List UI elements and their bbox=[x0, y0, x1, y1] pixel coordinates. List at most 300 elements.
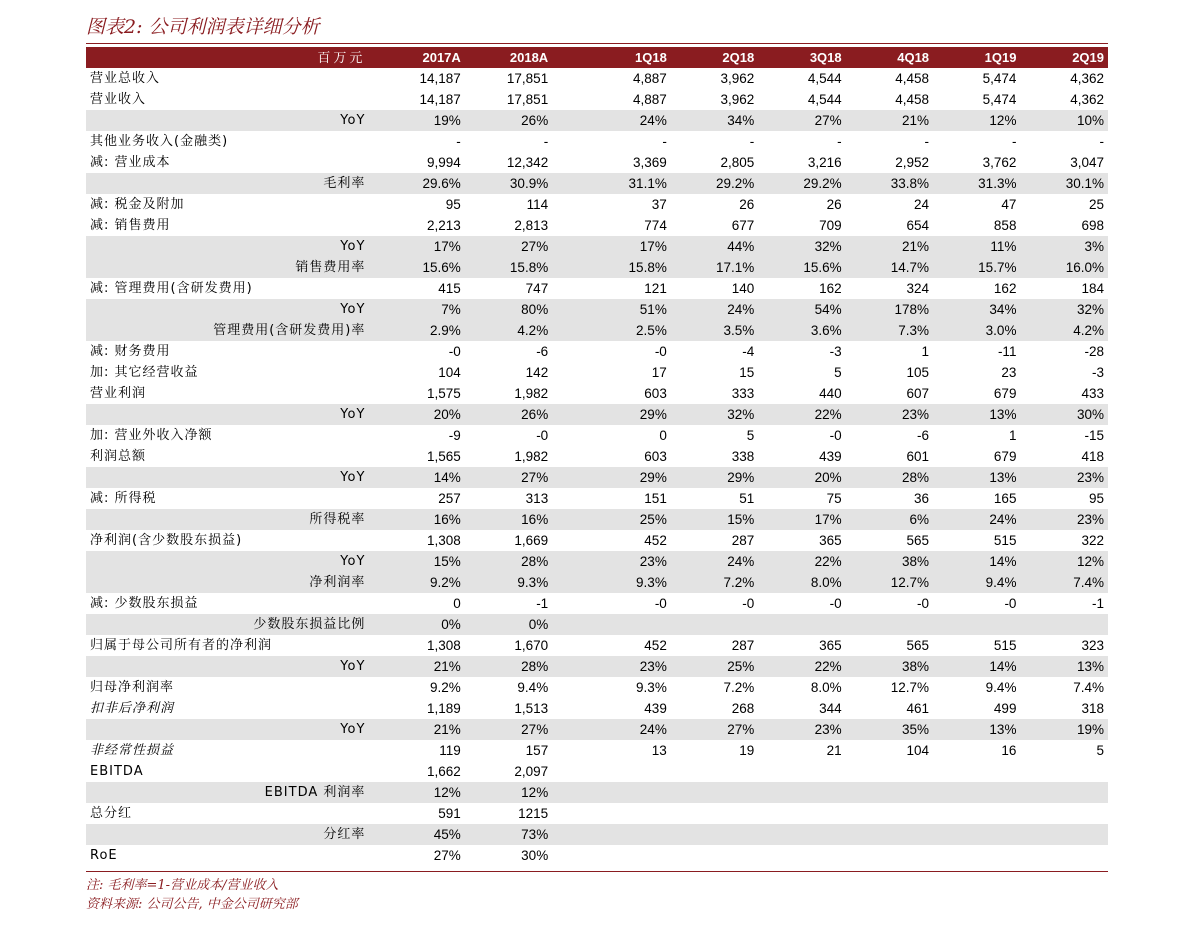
annual-value-cell: 17,851 bbox=[506, 71, 549, 86]
spacer-cell bbox=[552, 677, 583, 698]
spacer-cell bbox=[552, 593, 583, 614]
table-row bbox=[86, 488, 1108, 509]
spacer-cell bbox=[552, 530, 583, 551]
quarter-value-cell: 51% bbox=[583, 299, 670, 320]
table-row bbox=[86, 446, 1108, 467]
quarter-value-cell: 452 bbox=[644, 533, 667, 548]
quarter-value-cell: 3,216 bbox=[807, 155, 842, 170]
quarter-value-cell bbox=[933, 761, 1020, 782]
quarter-value-cell: 25% bbox=[583, 509, 670, 530]
quarter-value-cell: 17.1% bbox=[671, 257, 758, 278]
spacer-cell bbox=[552, 761, 583, 782]
quarter-value-cell: 29% bbox=[671, 467, 758, 488]
quarter-value-cell: 11% bbox=[933, 236, 1020, 257]
spacer-cell bbox=[552, 152, 583, 173]
spacer-cell bbox=[552, 362, 583, 383]
annual-value-cell: 9.3% bbox=[465, 572, 552, 593]
row-label: 毛利率 bbox=[86, 173, 377, 194]
annual-value-cell: 9.2% bbox=[430, 680, 461, 695]
quarter-value-cell: 15.6% bbox=[758, 257, 845, 278]
quarter-header: 2Q18 bbox=[722, 50, 755, 65]
table-row bbox=[86, 467, 1108, 488]
row-label: 减: 财务费用 bbox=[90, 344, 171, 359]
quarter-value-cell: 23% bbox=[846, 404, 933, 425]
quarter-value-cell: 25% bbox=[671, 656, 758, 677]
row-label: YoY bbox=[86, 656, 377, 677]
table-header-row bbox=[86, 47, 1108, 68]
annual-value-cell: 21% bbox=[377, 656, 464, 677]
quarter-value-cell bbox=[846, 782, 933, 803]
table-row bbox=[86, 194, 1108, 215]
annual-value-cell: 80% bbox=[465, 299, 552, 320]
quarter-value-cell: 5,474 bbox=[982, 92, 1017, 107]
quarter-value-cell: 452 bbox=[644, 638, 667, 653]
row-label: 管理费用(含研发费用)率 bbox=[86, 320, 377, 341]
annual-value-cell: 0% bbox=[465, 614, 552, 635]
quarter-value-cell: 3,369 bbox=[633, 155, 667, 170]
table-row bbox=[86, 635, 1108, 656]
table-row bbox=[86, 383, 1108, 404]
table-row bbox=[86, 719, 1108, 740]
quarter-value-cell: 7.2% bbox=[671, 572, 758, 593]
footnote-formula: 注: 毛利率=1-营业成本/营业收入 bbox=[86, 878, 279, 893]
quarter-value-cell: 23% bbox=[583, 551, 670, 572]
annual-value-cell: 2,213 bbox=[427, 218, 461, 233]
quarter-value-cell: 35% bbox=[846, 719, 933, 740]
row-label: 净利润(含少数股东损益) bbox=[90, 533, 243, 548]
quarter-value-cell: 51 bbox=[739, 491, 755, 506]
quarter-value-cell: 5 bbox=[746, 428, 755, 443]
annual-value-cell: 12% bbox=[465, 782, 552, 803]
quarter-value-cell bbox=[933, 845, 1020, 866]
quarter-value-cell bbox=[671, 803, 758, 824]
quarter-value-cell: 104 bbox=[906, 743, 930, 758]
annual-value-cell: 9.4% bbox=[517, 680, 549, 695]
row-label: 减: 少数股东损益 bbox=[90, 596, 199, 611]
row-label: 归属于母公司所有者的净利润 bbox=[90, 638, 273, 653]
spacer-cell bbox=[552, 719, 583, 740]
annual-value-cell: 114 bbox=[526, 197, 549, 212]
annual-value-cell: 95 bbox=[445, 197, 461, 212]
quarter-value-cell bbox=[846, 824, 933, 845]
quarter-value-cell: 10% bbox=[1020, 110, 1108, 131]
table-row bbox=[86, 152, 1108, 173]
quarter-value-cell: 19% bbox=[1020, 719, 1108, 740]
quarter-value-cell: 22% bbox=[758, 404, 845, 425]
quarter-value-cell: 318 bbox=[1081, 701, 1104, 716]
quarter-value-cell: 679 bbox=[993, 449, 1017, 464]
annual-value-cell: 1,575 bbox=[427, 386, 461, 401]
row-label: YoY bbox=[86, 404, 377, 425]
quarter-value-cell: 162 bbox=[993, 281, 1017, 296]
annual-value-cell: 29.6% bbox=[377, 173, 464, 194]
quarter-value-cell: 9.3% bbox=[636, 680, 667, 695]
quarter-value-cell: 7.4% bbox=[1073, 680, 1104, 695]
quarter-value-cell: 54% bbox=[758, 299, 845, 320]
annual-value-cell: 14% bbox=[377, 467, 464, 488]
quarter-header: 4Q18 bbox=[897, 50, 930, 65]
row-label: EBITDA bbox=[90, 764, 144, 779]
annual-value-cell: - bbox=[543, 134, 549, 149]
table-row bbox=[86, 320, 1108, 341]
quarter-value-cell: 12% bbox=[933, 110, 1020, 131]
annual-value-cell: 19% bbox=[377, 110, 464, 131]
quarter-value-cell: 439 bbox=[819, 449, 842, 464]
quarter-value-cell: 16.0% bbox=[1020, 257, 1108, 278]
spacer-cell bbox=[552, 509, 583, 530]
quarter-value-cell: 3% bbox=[1020, 236, 1108, 257]
quarter-value-cell: 433 bbox=[1081, 386, 1104, 401]
quarter-value-cell: 9.4% bbox=[985, 680, 1017, 695]
quarter-value-cell: 677 bbox=[731, 218, 755, 233]
quarter-value-cell: 12.7% bbox=[846, 572, 933, 593]
quarter-value-cell: 162 bbox=[819, 281, 842, 296]
quarter-value-cell: 32% bbox=[758, 236, 845, 257]
quarter-value-cell bbox=[758, 845, 845, 866]
quarter-value-cell: 14% bbox=[933, 656, 1020, 677]
quarter-value-cell: 24% bbox=[671, 299, 758, 320]
quarter-value-cell: 23% bbox=[1020, 467, 1108, 488]
quarter-value-cell: 33.8% bbox=[846, 173, 933, 194]
row-label: 净利润率 bbox=[86, 572, 377, 593]
quarter-value-cell bbox=[933, 782, 1020, 803]
quarter-value-cell: 17% bbox=[583, 236, 670, 257]
quarter-value-cell: 333 bbox=[731, 386, 755, 401]
table-row bbox=[86, 614, 1108, 635]
table-row bbox=[86, 362, 1108, 383]
quarter-header: 1Q18 bbox=[635, 50, 667, 65]
quarter-value-cell: 19 bbox=[739, 743, 755, 758]
row-label: YoY bbox=[86, 467, 377, 488]
quarter-value-cell: 95 bbox=[1088, 491, 1104, 506]
quarter-value-cell: 22% bbox=[758, 656, 845, 677]
quarter-value-cell: 15 bbox=[739, 365, 755, 380]
annual-value-cell: 20% bbox=[377, 404, 464, 425]
quarter-value-cell: 4,458 bbox=[895, 71, 930, 86]
annual-value-cell: 1,513 bbox=[514, 701, 549, 716]
row-label: 销售费用率 bbox=[86, 257, 377, 278]
quarter-value-cell: 5 bbox=[1096, 743, 1104, 758]
quarter-value-cell: 774 bbox=[644, 218, 667, 233]
quarter-value-cell: 15% bbox=[671, 509, 758, 530]
quarter-value-cell: -0 bbox=[829, 596, 842, 611]
footnote-source: 资料来源: 公司公告, 中金公司研究部 bbox=[86, 897, 298, 912]
quarter-value-cell bbox=[933, 803, 1020, 824]
quarter-value-cell: 5 bbox=[834, 365, 842, 380]
annual-value-cell: 26% bbox=[465, 404, 552, 425]
spacer-cell bbox=[552, 110, 583, 131]
quarter-value-cell: 44% bbox=[671, 236, 758, 257]
quarter-value-cell bbox=[1020, 782, 1108, 803]
row-label: 扣非后净利润 bbox=[90, 701, 175, 716]
quarter-value-cell: 121 bbox=[644, 281, 667, 296]
quarter-value-cell: 16 bbox=[1001, 743, 1017, 758]
quarter-value-cell bbox=[583, 761, 670, 782]
annual-value-cell: 9.2% bbox=[377, 572, 464, 593]
quarter-value-cell: 24 bbox=[914, 197, 930, 212]
quarter-value-cell: - bbox=[749, 134, 755, 149]
quarter-value-cell: 24% bbox=[583, 719, 670, 740]
quarter-value-cell: 4,458 bbox=[895, 92, 930, 107]
row-label: 少数股东损益比例 bbox=[86, 614, 377, 635]
quarter-value-cell: 151 bbox=[644, 491, 667, 506]
quarter-value-cell: 6% bbox=[846, 509, 933, 530]
spacer-cell bbox=[552, 278, 583, 299]
quarter-value-cell: 3.0% bbox=[933, 320, 1020, 341]
row-label: 减: 管理费用(含研发费用) bbox=[90, 281, 253, 296]
quarter-value-cell: 15.8% bbox=[583, 257, 670, 278]
quarter-value-cell: 15.7% bbox=[933, 257, 1020, 278]
quarter-value-cell: 4,362 bbox=[1070, 71, 1104, 86]
quarter-value-cell: 13% bbox=[933, 719, 1020, 740]
quarter-value-cell: -0 bbox=[1004, 596, 1017, 611]
annual-value-cell: 17% bbox=[377, 236, 464, 257]
annual-value-cell: 2.9% bbox=[377, 320, 464, 341]
quarter-value-cell bbox=[758, 761, 845, 782]
quarter-value-cell: 47 bbox=[1001, 197, 1017, 212]
annual-value-cell: 2,813 bbox=[514, 218, 549, 233]
quarter-value-cell bbox=[933, 824, 1020, 845]
row-label: YoY bbox=[86, 299, 377, 320]
quarter-value-cell: 28% bbox=[846, 467, 933, 488]
row-label: YoY bbox=[86, 110, 377, 131]
quarter-value-cell bbox=[846, 614, 933, 635]
quarter-value-cell: 2,805 bbox=[720, 155, 755, 170]
quarter-value-cell: 287 bbox=[731, 533, 755, 548]
quarter-value-cell: 4,544 bbox=[807, 92, 842, 107]
quarter-value-cell: 24% bbox=[583, 110, 670, 131]
spacer-cell bbox=[552, 404, 583, 425]
quarter-value-cell: 26 bbox=[739, 197, 755, 212]
quarter-value-cell: 7.3% bbox=[846, 320, 933, 341]
quarter-value-cell bbox=[758, 824, 845, 845]
quarter-value-cell bbox=[583, 845, 670, 866]
spacer-cell bbox=[552, 551, 583, 572]
annual-value-cell: 14,187 bbox=[419, 71, 461, 86]
annual-value-cell: 30% bbox=[521, 848, 549, 863]
annual-value-cell: 1,308 bbox=[427, 638, 461, 653]
annual-value-cell: 0 bbox=[453, 596, 461, 611]
annual-value-cell: 27% bbox=[465, 236, 552, 257]
quarter-value-cell: 1 bbox=[1008, 428, 1017, 443]
quarter-value-cell: 9.4% bbox=[933, 572, 1020, 593]
spacer-cell bbox=[552, 89, 583, 110]
title-rule bbox=[86, 43, 1108, 44]
table-row bbox=[86, 593, 1108, 614]
quarter-value-cell: 75 bbox=[826, 491, 842, 506]
quarter-value-cell: 565 bbox=[906, 533, 930, 548]
quarter-value-cell: 287 bbox=[731, 638, 755, 653]
quarter-value-cell: 418 bbox=[1081, 449, 1104, 464]
quarter-value-cell: 679 bbox=[993, 386, 1017, 401]
table-row bbox=[86, 845, 1108, 866]
quarter-value-cell: 365 bbox=[819, 533, 842, 548]
spacer-cell bbox=[552, 383, 583, 404]
quarter-value-cell: 21% bbox=[846, 236, 933, 257]
quarter-value-cell: 30% bbox=[1020, 404, 1108, 425]
quarter-value-cell: 23% bbox=[758, 719, 845, 740]
spacer-cell bbox=[552, 131, 583, 152]
quarter-value-cell: 13% bbox=[933, 404, 1020, 425]
annual-value-cell: 15.8% bbox=[465, 257, 552, 278]
row-label: 总分红 bbox=[90, 806, 133, 821]
annual-value-cell: 15% bbox=[377, 551, 464, 572]
annual-value-cell: 313 bbox=[525, 491, 549, 506]
annual-value-cell: -0 bbox=[448, 344, 461, 359]
quarter-value-cell: - bbox=[924, 134, 930, 149]
quarter-value-cell: 38% bbox=[846, 656, 933, 677]
row-label: 减: 销售费用 bbox=[90, 218, 171, 233]
quarter-value-cell: - bbox=[1099, 134, 1104, 149]
quarter-value-cell: -11 bbox=[997, 344, 1017, 359]
quarter-value-cell: 3,962 bbox=[720, 92, 755, 107]
quarter-value-cell bbox=[671, 614, 758, 635]
annual-value-cell: 1,308 bbox=[427, 533, 461, 548]
figure-title: 图表2: 公司利润表详细分析 bbox=[86, 16, 320, 38]
annual-value-cell: 2,097 bbox=[514, 764, 549, 779]
quarter-value-cell: 17% bbox=[758, 509, 845, 530]
annual-value-cell: 1,565 bbox=[427, 449, 461, 464]
quarter-value-cell bbox=[583, 824, 670, 845]
quarter-value-cell: 858 bbox=[993, 218, 1017, 233]
annual-value-cell: 21% bbox=[377, 719, 464, 740]
table-row bbox=[86, 656, 1108, 677]
quarter-value-cell: 27% bbox=[758, 110, 845, 131]
row-label: YoY bbox=[86, 719, 377, 740]
quarter-value-cell: 165 bbox=[993, 491, 1017, 506]
quarter-value-cell: 29.2% bbox=[671, 173, 758, 194]
quarter-value-cell bbox=[758, 803, 845, 824]
quarter-value-cell: 4,887 bbox=[633, 71, 667, 86]
row-label: 归母净利润率 bbox=[90, 680, 175, 695]
annual-value-cell: 7% bbox=[377, 299, 464, 320]
annual-value-cell: 28% bbox=[465, 656, 552, 677]
quarter-value-cell: 12% bbox=[1020, 551, 1108, 572]
quarter-value-cell: 654 bbox=[906, 218, 930, 233]
footer-rule bbox=[86, 871, 1108, 872]
annual-value-cell: 257 bbox=[438, 491, 461, 506]
quarter-value-cell: 23 bbox=[1001, 365, 1017, 380]
quarter-value-cell: 4,887 bbox=[633, 92, 667, 107]
table-row bbox=[86, 236, 1108, 257]
annual-value-cell: 27% bbox=[465, 467, 552, 488]
quarter-value-cell: 13 bbox=[651, 743, 667, 758]
quarter-value-cell bbox=[846, 761, 933, 782]
row-label: 加: 其它经营收益 bbox=[90, 365, 199, 380]
quarter-value-cell: 3.5% bbox=[671, 320, 758, 341]
quarter-value-cell: 24% bbox=[933, 509, 1020, 530]
quarter-value-cell: -28 bbox=[1084, 344, 1104, 359]
quarter-value-cell: 338 bbox=[731, 449, 755, 464]
annual-value-cell: 14,187 bbox=[419, 92, 461, 107]
annual-value-cell: 415 bbox=[438, 281, 461, 296]
quarter-value-cell: 23% bbox=[583, 656, 670, 677]
row-label: 营业总收入 bbox=[90, 71, 161, 86]
spacer-cell bbox=[552, 635, 583, 656]
quarter-value-cell: -3 bbox=[1091, 365, 1104, 380]
quarter-value-cell: 140 bbox=[731, 281, 755, 296]
quarter-value-cell: 9.3% bbox=[583, 572, 670, 593]
spacer-cell bbox=[552, 68, 583, 89]
table-row bbox=[86, 425, 1108, 446]
annual-value-cell: 1215 bbox=[518, 806, 549, 821]
row-label: RoE bbox=[90, 848, 118, 863]
annual-value-cell: 16% bbox=[377, 509, 464, 530]
quarter-value-cell bbox=[1020, 614, 1108, 635]
table-row bbox=[86, 677, 1108, 698]
spacer-cell bbox=[552, 173, 583, 194]
quarter-value-cell: 461 bbox=[906, 701, 930, 716]
annual-value-cell: 119 bbox=[439, 743, 461, 758]
unit-header: 百万元 bbox=[317, 50, 366, 65]
annual-value-cell: 157 bbox=[525, 743, 549, 758]
row-label: 加: 营业外收入净额 bbox=[90, 428, 213, 443]
quarter-value-cell: 365 bbox=[819, 638, 842, 653]
annual-value-cell: 12% bbox=[377, 782, 464, 803]
quarter-value-cell: 14.7% bbox=[846, 257, 933, 278]
table-row bbox=[86, 215, 1108, 236]
quarter-value-cell: 607 bbox=[906, 386, 930, 401]
quarter-value-cell bbox=[846, 803, 933, 824]
income-statement-table bbox=[86, 47, 1108, 866]
table-row bbox=[86, 572, 1108, 593]
quarter-value-cell: 268 bbox=[731, 701, 755, 716]
table-row bbox=[86, 110, 1108, 131]
row-label: 所得税率 bbox=[86, 509, 377, 530]
table-row bbox=[86, 698, 1108, 719]
row-label: 营业利润 bbox=[90, 386, 147, 401]
table-row bbox=[86, 509, 1108, 530]
table-row bbox=[86, 299, 1108, 320]
quarter-value-cell: 26 bbox=[826, 197, 842, 212]
quarter-value-cell: - bbox=[1011, 134, 1017, 149]
annual-value-cell: 1,670 bbox=[514, 638, 549, 653]
quarter-value-cell: 7.2% bbox=[723, 680, 755, 695]
quarter-value-cell: 3.6% bbox=[758, 320, 845, 341]
quarter-value-cell: 29.2% bbox=[758, 173, 845, 194]
quarter-value-cell: 29% bbox=[583, 467, 670, 488]
annual-value-cell: 1,982 bbox=[514, 386, 549, 401]
quarter-value-cell: -4 bbox=[742, 344, 755, 359]
quarter-value-cell bbox=[583, 614, 670, 635]
spacer-cell bbox=[552, 446, 583, 467]
table-row bbox=[86, 257, 1108, 278]
annual-value-cell: -9 bbox=[448, 428, 461, 443]
spacer-cell bbox=[552, 488, 583, 509]
row-label: 减: 税金及附加 bbox=[90, 197, 185, 212]
table-row bbox=[86, 782, 1108, 803]
annual-value-cell: 73% bbox=[465, 824, 552, 845]
quarter-value-cell: 5,474 bbox=[982, 71, 1017, 86]
quarter-value-cell: 515 bbox=[993, 533, 1017, 548]
annual-value-cell: 15.6% bbox=[377, 257, 464, 278]
annual-value-cell: 104 bbox=[438, 365, 461, 380]
quarter-value-cell: 440 bbox=[819, 386, 842, 401]
quarter-value-cell bbox=[671, 845, 758, 866]
annual-value-cell: 142 bbox=[525, 365, 549, 380]
annual-value-cell: 1,662 bbox=[427, 764, 461, 779]
quarter-value-cell: -15 bbox=[1084, 428, 1104, 443]
quarter-value-cell: 323 bbox=[1081, 638, 1104, 653]
annual-value-cell: 1,189 bbox=[427, 701, 461, 716]
annual-value-cell: 1,982 bbox=[514, 449, 549, 464]
annual-value-cell: 26% bbox=[465, 110, 552, 131]
quarter-value-cell bbox=[671, 824, 758, 845]
spacer-cell bbox=[552, 740, 583, 761]
quarter-value-cell: 4,544 bbox=[807, 71, 842, 86]
annual-value-cell: 30.9% bbox=[465, 173, 552, 194]
quarter-value-cell bbox=[583, 803, 670, 824]
